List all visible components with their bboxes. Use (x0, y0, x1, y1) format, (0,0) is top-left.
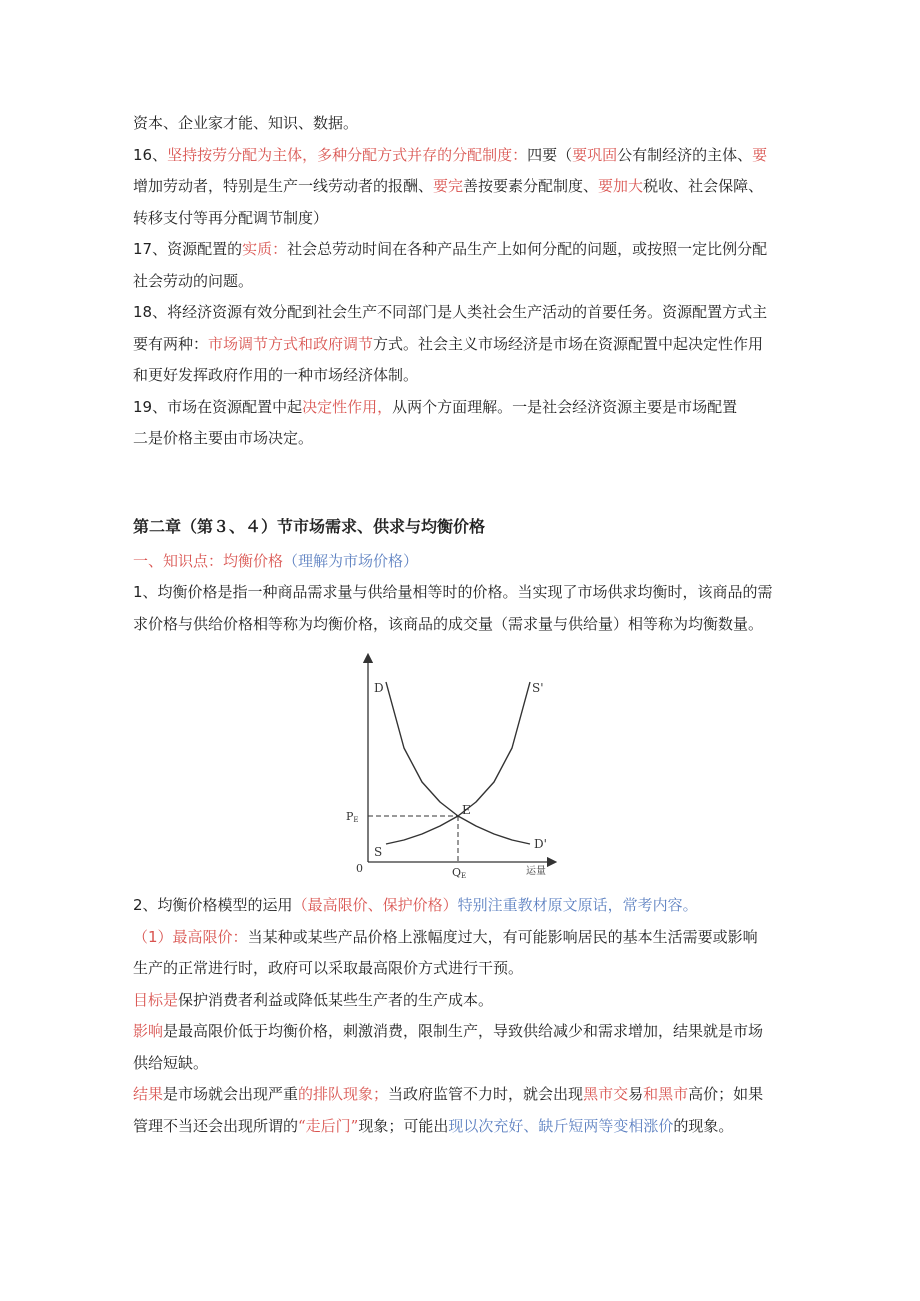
text: 易 (628, 1085, 644, 1103)
item-2 (133, 890, 793, 922)
text: 社会劳动的问题。 (133, 271, 254, 290)
highlight-blue: 现以次充好、缺斤短两等变相涨价 (448, 1116, 674, 1135)
item-2-1-cont (133, 953, 793, 985)
goal-line (133, 985, 793, 1017)
text: 从两个方面理解。一是社会经济资源主要是市场配置 (392, 397, 738, 416)
result-line-cont (133, 1111, 793, 1143)
item-18-cont (133, 329, 793, 361)
text: 和更好发挥政府作用的一种市场经济体制。 (133, 366, 419, 384)
label-s: S (374, 845, 383, 859)
item-16 (133, 140, 793, 172)
text: 增加劳动者，特别是生产一线劳动者的报酬、 (133, 177, 434, 195)
label-d: D (374, 681, 384, 695)
label-origin: 0 (356, 862, 363, 875)
text: 是最高限价低于均衡价格，刺激消费，限制生产，导致供给减少和需求增加，结果就是市场 (163, 1022, 764, 1040)
impact-line-cont (133, 1048, 793, 1080)
result-line (133, 1079, 793, 1111)
highlight-red: 要 (752, 145, 768, 164)
label-s-prime: S' (532, 681, 544, 695)
highlight-red: 一、知识点：均衡价格 (133, 551, 284, 570)
item-16-cont (133, 203, 793, 235)
item-number: 17 (133, 240, 153, 258)
item-19-cont (133, 423, 793, 455)
item-number: 1 (133, 583, 143, 601)
highlight-red: 要加大 (598, 177, 644, 195)
highlight-red: （最高限价、保护价格） (292, 896, 458, 914)
highlight-red: 黑市交 (583, 1085, 629, 1103)
highlight-red: 最高限价： (172, 927, 248, 946)
text: 二是价格主要由市场决定。 (133, 429, 314, 447)
text: 社会总劳动时间在各种产品生产上如何分配的问题，或按照一定比例分配 (287, 240, 768, 258)
text: 是市场就会出现严重 (163, 1085, 299, 1103)
item-1-cont (133, 609, 793, 641)
highlight-red: 和黑市 (643, 1085, 689, 1103)
text: 公有制经济的主体、 (617, 145, 753, 164)
text: 、均衡价格模型的运用 (142, 896, 293, 914)
x-axis-label: 运量 (526, 866, 546, 877)
item-number: 2 (133, 896, 143, 914)
item-number: 18 (133, 303, 153, 321)
text: 高价；如果 (688, 1085, 764, 1103)
text: 当政府监管不力时，就会出现 (388, 1085, 584, 1103)
paragraph-line (133, 108, 793, 140)
text: 现象；可能出 (358, 1116, 449, 1135)
highlight-red: 要巩固 (572, 145, 618, 164)
item-18 (133, 297, 793, 329)
text: 的现象。 (673, 1116, 734, 1135)
highlight-red: 市场调节方式和政府调节 (208, 334, 374, 353)
text: 税收、社会保障、 (643, 177, 764, 195)
text: 要有两种： (133, 334, 209, 353)
item-number: 19 (133, 397, 153, 416)
label-e: E (462, 803, 471, 817)
text: 资本、企业家才能、知识、数据。 (133, 114, 359, 132)
item-2-1 (133, 922, 793, 954)
impact-line (133, 1016, 793, 1048)
text: 求价格与供给价格相等称为均衡价格，该商品的成交量（需求量与供给量）相等称为均衡数量。 (133, 614, 764, 633)
text: 生产的正常进行时，政府可以采取最高限价方式进行干预。 (133, 959, 524, 977)
chapter-heading: 第二章（第３、４）节市场需求、供求与均衡价格 (133, 516, 486, 536)
text: 供给短缺。 (133, 1053, 209, 1072)
highlight-red: 的排队现象； (298, 1085, 389, 1103)
supply-demand-chart (133, 652, 793, 890)
label-qe: QE (452, 866, 467, 880)
item-19 (133, 392, 793, 424)
item-16-cont (133, 171, 793, 203)
chart-svg (338, 652, 558, 884)
text: 、资源配置的 (152, 240, 243, 258)
document-page (133, 108, 793, 1142)
highlight-red: 要完 (433, 177, 464, 195)
text: 、均衡价格是指一种商品需求量与供给量相等时的价格。当实现了市场供求均衡时，该商品的需 (142, 583, 773, 601)
text: 管理不当还会出现所谓的 (133, 1116, 299, 1135)
item-1 (133, 577, 793, 609)
highlight-red: 实质： (242, 240, 288, 258)
highlight-red: “走后门” (298, 1116, 359, 1135)
highlight-red: 影响 (133, 1022, 164, 1040)
text: 保护消费者利益或降低某些生产者的生产成本。 (178, 990, 494, 1009)
highlight-blue: 特别注重教材原文原话，常考内容。 (457, 896, 698, 914)
highlight-red: 结果 (133, 1085, 164, 1103)
highlight-red: 坚持按劳分配为主体，多种分配方式并存的分配制度： (167, 145, 528, 164)
highlight-red: 决定性作用， (302, 397, 393, 416)
label-pe: PE (346, 810, 359, 824)
text: 善按要素分配制度、 (463, 177, 599, 195)
text: 、 (152, 145, 168, 164)
highlight-blue: （理解为市场价格） (283, 551, 419, 570)
text: 、将经济资源有效分配到社会生产不同部门是人类社会生产活动的首要任务。资源配置方式主 (152, 303, 768, 321)
item-17-cont (133, 266, 793, 298)
item-number: （1） (133, 927, 173, 946)
text: 、市场在资源配置中起 (152, 397, 303, 416)
text: 当某种或某些产品价格上涨幅度过大，有可能影响居民的基本生活需要或影响 (247, 927, 758, 946)
label-d-prime: D' (534, 837, 547, 851)
highlight-red: 目标是 (133, 990, 179, 1009)
item-17 (133, 234, 793, 266)
text: 方式。社会主义市场经济是市场在资源配置中起决定性作用 (373, 334, 764, 353)
text: 四要（ (527, 145, 573, 164)
knowledge-point (133, 546, 793, 578)
item-number: 16 (133, 145, 153, 164)
spacer (133, 455, 793, 512)
text: 转移支付等再分配调节制度） (133, 208, 329, 227)
item-18-cont (133, 360, 793, 392)
